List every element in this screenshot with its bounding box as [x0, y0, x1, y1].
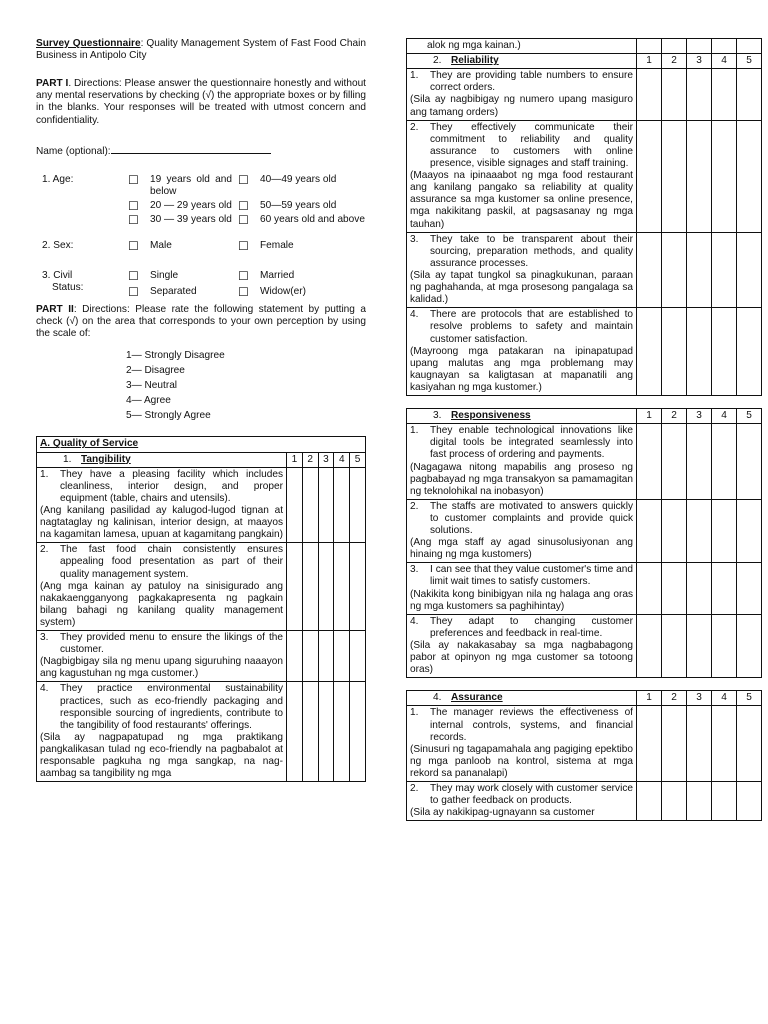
spacer-cell — [687, 396, 712, 409]
rating-cell[interactable] — [334, 467, 350, 543]
rating-cell[interactable] — [662, 563, 687, 614]
question-tagalog: (Sila ay nakikipag-ugnayann sa customer — [410, 807, 595, 819]
question-tagalog: (Sila ay nagpapatupad ng mga praktikang pangkalikasan tulad ng eco-friendly na pagbabalot at responsable pagkuha ng mga sangkap, na nag-aambag sa tangibility ng mga — [40, 731, 283, 780]
rating-cell[interactable] — [712, 782, 737, 821]
age-checkbox-4[interactable]: ☐ — [238, 172, 249, 187]
table-row — [407, 308, 762, 396]
rating-cell[interactable] — [637, 424, 662, 500]
question-english: 3. They provided menu to ensure the likings of the customer. — [40, 632, 283, 656]
table-row — [407, 563, 762, 614]
question-cell — [407, 706, 637, 782]
question-cell — [407, 232, 637, 308]
spacer-cell — [662, 678, 687, 691]
question-number: 4. — [410, 615, 419, 627]
rating-cell[interactable] — [318, 631, 334, 682]
rating-header: 4 — [334, 452, 350, 467]
rating-cell[interactable] — [287, 543, 303, 631]
rating-cell[interactable] — [712, 563, 737, 614]
rating-cell[interactable] — [737, 232, 762, 308]
table-row — [407, 39, 762, 54]
rating-cell[interactable] — [737, 424, 762, 500]
rating-cell[interactable] — [712, 69, 737, 120]
sex-option-male: Male — [150, 240, 172, 252]
category-name: Assurance — [451, 692, 503, 704]
question-number: 3. — [40, 632, 49, 644]
rating-header: 2 — [662, 691, 687, 706]
rating-cell[interactable] — [712, 706, 737, 782]
question-english: 2. The staffs are motivated to answers quickly to customer complaints and provide quick solutions. — [410, 500, 633, 537]
left-column — [36, 38, 366, 782]
rating-header: 5 — [737, 409, 762, 424]
category-name: Reliability — [451, 55, 499, 67]
rating-cell[interactable] — [318, 467, 334, 543]
question-english: 2. The fast food chain consistently ensures appealing food presentation as part of their quality management system. — [40, 544, 283, 580]
category-number: 4. — [433, 692, 442, 704]
rating-cell[interactable] — [712, 614, 737, 678]
table-row — [37, 467, 366, 543]
table-row — [37, 631, 366, 682]
question-english: 1. They are providing table numbers to ensure correct orders. — [410, 70, 633, 94]
rating-cell[interactable] — [712, 424, 737, 500]
age-checkbox-5[interactable]: ☐ — [238, 198, 249, 213]
rating-header: 1 — [637, 54, 662, 69]
question-number: 2. — [410, 783, 419, 795]
question-number: 3. — [410, 233, 419, 245]
civil-status-label-line1: 3. Civil — [42, 270, 73, 282]
part1-directions — [36, 78, 366, 126]
question-number: 1. — [40, 468, 49, 480]
civil-option-separated: Separated — [150, 286, 197, 298]
sex-checkbox-male[interactable]: ☐ — [128, 239, 139, 254]
rating-header: 3 — [687, 409, 712, 424]
rating-cell[interactable] — [687, 706, 712, 782]
spacer-cell — [737, 678, 762, 691]
rating-cell[interactable] — [712, 39, 737, 54]
question-cell — [37, 682, 287, 782]
part1-label: PART I — [36, 78, 69, 90]
question-cell — [407, 782, 637, 821]
question-english: 2. They effectively communicate their commitment to reliability and quality assurance to customers with online presence, visible signages and staff training. — [410, 121, 633, 169]
spacer-row — [407, 678, 762, 691]
rating-cell[interactable] — [712, 308, 737, 396]
rating-cell[interactable] — [712, 232, 737, 308]
continued-text: alok ng mga kainan.) — [407, 39, 637, 54]
age-options — [128, 174, 366, 228]
rating-cell[interactable] — [687, 120, 712, 232]
question-cell — [407, 499, 637, 563]
category-header-tangibility — [37, 452, 366, 467]
table-row — [407, 120, 762, 232]
rating-cell[interactable] — [662, 782, 687, 821]
rating-cell[interactable] — [637, 706, 662, 782]
rating-header: 4 — [712, 691, 737, 706]
table-row — [407, 232, 762, 308]
rating-cell[interactable] — [687, 614, 712, 678]
rating-header: 5 — [350, 452, 366, 467]
question-tagalog: (Nakikita kong binibigyan nila ng halaga ang oras ng mga kustomers sa paghihintay) — [410, 588, 633, 612]
question-tagalog: (Ang mga kainan ay patuloy na sinisigurado ang nakakaengganyong pagkakapresenta ng pagkain bilang bahagi ng kanilang quality management system) — [40, 580, 283, 628]
rating-cell[interactable] — [334, 682, 350, 782]
rating-cell[interactable] — [662, 706, 687, 782]
civil-checkbox-married[interactable]: ☐ — [238, 269, 249, 284]
rating-cell[interactable] — [737, 614, 762, 678]
rating-cell[interactable] — [737, 120, 762, 232]
rating-cell[interactable] — [687, 308, 712, 396]
question-english: 4. They practice environmental sustainability practices, such as eco-friendly packaging and responsible sourcing of ingredients, contribute to the tangibility of food restaurants' offerings. — [40, 683, 283, 731]
age-option-4: 40—49 years old — [260, 173, 337, 185]
rating-cell[interactable] — [287, 467, 303, 543]
category-header-assurance — [407, 691, 762, 706]
rating-cell[interactable] — [687, 424, 712, 500]
rating-cell[interactable] — [712, 499, 737, 563]
scale-item: 1— Strongly Disagree — [126, 349, 225, 361]
age-row — [36, 174, 366, 228]
question-cell — [37, 467, 287, 543]
rating-cell[interactable] — [350, 467, 366, 543]
rating-header: 3 — [318, 452, 334, 467]
rating-cell[interactable] — [637, 782, 662, 821]
sex-option-female: Female — [260, 240, 294, 252]
rating-cell[interactable] — [334, 631, 350, 682]
question-tagalog: (Ang mga staff ay agad sinusolusiyonan ang hinaing ng mga kustomers) — [410, 537, 633, 561]
rating-cell[interactable] — [687, 232, 712, 308]
age-option-2: 20 — 29 years old — [150, 199, 232, 211]
rating-cell[interactable] — [637, 232, 662, 308]
rating-header: 3 — [687, 691, 712, 706]
question-number: 2. — [410, 121, 419, 133]
rating-cell[interactable] — [334, 543, 350, 631]
rating-header: 5 — [737, 691, 762, 706]
rating-cell[interactable] — [662, 69, 687, 120]
rating-cell[interactable] — [737, 39, 762, 54]
question-tagalog: (Nagagawa nitong mapabilis ang proseso ng pagbabayad ng mga transakyon sa pamamagitan ng teknolohikal na inobasyon) — [410, 461, 633, 497]
spacer-cell — [407, 678, 637, 691]
question-english: 4. There are protocols that are established to resolve problems to safety and maintain customer satisfaction. — [410, 309, 633, 345]
question-tagalog: (Mayroong mga patakaran na ipinapatupad upang malutas ang mga problemang may kaugnayan sa kaligtasan at mapanatili ang kasiyahan ng mga kustomer.) — [410, 345, 633, 393]
category-title — [407, 54, 637, 69]
table-row — [407, 69, 762, 120]
civil-option-single: Single — [150, 270, 179, 282]
sex-checkbox-female[interactable]: ☐ — [238, 239, 249, 254]
table-row — [37, 682, 366, 782]
rating-cell[interactable] — [662, 39, 687, 54]
table-row — [37, 543, 366, 631]
question-number: 1. — [410, 70, 419, 82]
civil-checkbox-widow[interactable]: ☐ — [238, 285, 249, 300]
rating-header: 1 — [287, 452, 303, 467]
question-cell — [407, 308, 637, 396]
question-number: 2. — [40, 544, 49, 556]
rating-cell[interactable] — [662, 499, 687, 563]
civil-status-label — [36, 270, 128, 294]
rating-cell[interactable] — [687, 782, 712, 821]
question-english: 2. They may work closely with customer service to gather feedback on products. — [410, 783, 633, 807]
quality-of-service-table — [36, 436, 366, 782]
question-cell — [407, 424, 637, 500]
rating-cell[interactable] — [302, 543, 318, 631]
rating-header: 4 — [712, 54, 737, 69]
rating-header: 4 — [712, 409, 737, 424]
rating-cell[interactable] — [662, 232, 687, 308]
age-checkbox-3[interactable]: ☐ — [128, 213, 139, 228]
category-header-responsiveness — [407, 409, 762, 424]
scale-item: 4— Agree — [126, 395, 171, 407]
table-row — [407, 499, 762, 563]
rating-cell[interactable] — [637, 499, 662, 563]
spacer-cell — [712, 396, 737, 409]
sex-label: 2. Sex: — [42, 240, 74, 252]
question-number: 4. — [410, 309, 419, 321]
age-option-3: 30 — 39 years old — [150, 214, 232, 226]
scale-item: 2— Disagree — [126, 364, 185, 376]
rating-cell[interactable] — [318, 682, 334, 782]
rating-cell[interactable] — [637, 39, 662, 54]
age-checkbox-1[interactable]: ☐ — [128, 172, 139, 187]
name-blank[interactable] — [111, 143, 271, 154]
table-row — [407, 614, 762, 678]
rating-cell[interactable] — [350, 682, 366, 782]
category-title — [407, 409, 637, 424]
rating-cell[interactable] — [350, 631, 366, 682]
age-option-6: 60 years old and above — [260, 214, 365, 226]
spacer-cell — [407, 396, 637, 409]
question-english: 4. They adapt to changing customer preferences and feedback in real-time. — [410, 615, 633, 639]
civil-checkbox-separated[interactable]: ☐ — [128, 285, 139, 300]
civil-option-widow: Widow(er) — [260, 286, 306, 298]
question-english: 1. They enable technological innovations like digital tools be integrated seamlessly into fast process of ordering and payments. — [410, 425, 633, 461]
rating-table-continued — [406, 38, 762, 821]
age-checkbox-6[interactable]: ☐ — [238, 213, 249, 228]
age-checkbox-2[interactable]: ☐ — [128, 198, 139, 213]
rating-scale — [126, 350, 366, 423]
part2-label: PART II — [36, 303, 74, 315]
rating-cell[interactable] — [637, 563, 662, 614]
question-number: 1. — [410, 425, 419, 437]
rating-cell[interactable] — [302, 467, 318, 543]
rating-cell[interactable] — [637, 69, 662, 120]
question-tagalog: (Nagbigbigay sila ng menu upang siguruhing naaayon ang kagustuhan ng mga customer.) — [40, 656, 283, 680]
question-tagalog: (Sinusuri ng tagapamahala ang pagiging epektibo ng mga panloob na kontrol, sistema at mga rekord sa pananalapi) — [410, 743, 633, 780]
rating-cell[interactable] — [637, 120, 662, 232]
rating-header: 2 — [662, 409, 687, 424]
rating-cell[interactable] — [712, 120, 737, 232]
question-tagalog: (Ang kanilang pasilidad ay kalugod-lugod tignan at nagtataglay ng kalinisan, interior design, at maayos na kagamitan lamesa, upuan at kagamitang pangkain) — [40, 504, 283, 541]
rating-cell[interactable] — [287, 631, 303, 682]
rating-cell[interactable] — [737, 308, 762, 396]
rating-cell[interactable] — [687, 563, 712, 614]
question-tagalog: (Sila ay tapat tungkol sa pinagkukunan, paraan ng paghahanda, at mga prosesong pangalaga sa kalidad.) — [410, 269, 633, 306]
spacer-cell — [637, 678, 662, 691]
rating-cell[interactable] — [637, 614, 662, 678]
age-option-1: 19 years old and below — [150, 173, 232, 197]
question-tagalog: (Sila ay nakakasabay sa mga nagbabagong pabor at opinyon ng mga customer sa totoong oras) — [410, 640, 633, 676]
question-number: 3. — [410, 564, 419, 576]
question-english: 1. The manager reviews the effectiveness of internal controls, systems, and financial records. — [410, 707, 633, 743]
rating-cell[interactable] — [302, 682, 318, 782]
table-row — [407, 706, 762, 782]
civil-status-row — [36, 270, 366, 300]
sex-row — [36, 240, 366, 254]
rating-header: 1 — [637, 691, 662, 706]
rating-header: 1 — [637, 409, 662, 424]
question-cell — [37, 631, 287, 682]
spacer-cell — [662, 396, 687, 409]
rating-cell[interactable] — [737, 782, 762, 821]
age-option-5: 50—59 years old — [260, 199, 337, 211]
rating-header: 2 — [302, 452, 318, 467]
rating-cell[interactable] — [350, 543, 366, 631]
spacer-cell — [687, 678, 712, 691]
rating-cell[interactable] — [737, 706, 762, 782]
right-column — [406, 0, 762, 821]
name-field — [36, 143, 366, 158]
rating-header: 2 — [662, 54, 687, 69]
category-number: 3. — [433, 410, 442, 422]
scale-item: 3— Neutral — [126, 380, 178, 392]
question-tagalog: (Sila ay nagbibigay ng numero upang masiguro ang tamang orders) — [410, 94, 633, 118]
civil-status-label-line2: Status: — [52, 282, 84, 294]
section-heading: A. Quality of Service — [37, 437, 366, 452]
rating-cell[interactable] — [637, 308, 662, 396]
age-label: 1. Age: — [42, 173, 74, 185]
question-english: 3. I can see that they value customer's time and limit wait times to satisfy customers. — [410, 564, 633, 588]
spacer-cell — [712, 678, 737, 691]
question-number: 2. — [410, 500, 419, 512]
category-number: 2. — [433, 55, 442, 67]
category-name: Responsiveness — [451, 410, 531, 422]
rating-cell[interactable] — [287, 682, 303, 782]
rating-cell[interactable] — [318, 543, 334, 631]
rating-cell[interactable] — [737, 563, 762, 614]
civil-checkbox-single[interactable]: ☐ — [128, 269, 139, 284]
spacer-row — [407, 396, 762, 409]
rating-header: 3 — [687, 54, 712, 69]
rating-header: 5 — [737, 54, 762, 69]
table-row — [407, 424, 762, 500]
rating-cell[interactable] — [662, 308, 687, 396]
question-cell — [407, 563, 637, 614]
question-number: 4. — [40, 683, 49, 695]
rating-cell[interactable] — [662, 614, 687, 678]
category-title — [407, 691, 637, 706]
survey-subtitle: : Quality Management System of Fast Food Chain Business in Antipolo City — [36, 38, 366, 62]
question-tagalog: (Maayos na ipinaaabot ng mga food restaurant ang kanilang pangako sa reliability at quality assurance sa mga kustomer sa online presence, mga nakikitang paskil, at pagsasanay ng mga tauhan) — [410, 170, 633, 230]
name-label: Name (optional): — [36, 145, 111, 157]
rating-cell[interactable] — [687, 39, 712, 54]
scale-item: 5— Strongly Agree — [126, 410, 211, 422]
question-english: 1. They have a pleasing facility which includes cleanliness, interior design, and proper equipment (table, chairs and utensils). — [40, 468, 283, 504]
rating-cell[interactable] — [662, 120, 687, 232]
question-cell — [37, 543, 287, 631]
civil-option-married: Married — [260, 270, 295, 282]
spacer-cell — [737, 396, 762, 409]
question-cell — [407, 120, 637, 232]
part2-directions — [36, 304, 366, 340]
rating-cell[interactable] — [662, 424, 687, 500]
part1-directions-text: . Directions: Please answer the questionnaire honestly and without any mental reservations by checking (√) the appropriate boxes or by filling in the blanks. Your responses will be treated with utmost concern and confidentiality. — [36, 78, 366, 126]
question-cell — [407, 69, 637, 120]
spacer-cell — [637, 396, 662, 409]
rating-cell[interactable] — [737, 499, 762, 563]
rating-cell[interactable] — [302, 631, 318, 682]
part2-directions-text: : Directions: Please rate the following statement by putting a check (√) on the area that corresponds to your own perception by using the scale of: — [36, 303, 366, 339]
survey-title: Survey Questionnaire — [36, 38, 141, 49]
table-row — [407, 782, 762, 821]
rating-cell[interactable] — [687, 499, 712, 563]
rating-cell[interactable] — [737, 69, 762, 120]
category-title: 1. Tangibility — [37, 452, 287, 467]
survey-title-block — [36, 38, 366, 62]
question-number: 1. — [410, 707, 419, 719]
question-cell — [407, 614, 637, 678]
rating-cell[interactable] — [687, 69, 712, 120]
question-english: 3. They take to be transparent about their sourcing, preparation methods, and quality assurance processes. — [410, 233, 633, 269]
category-header-reliability — [407, 54, 762, 69]
